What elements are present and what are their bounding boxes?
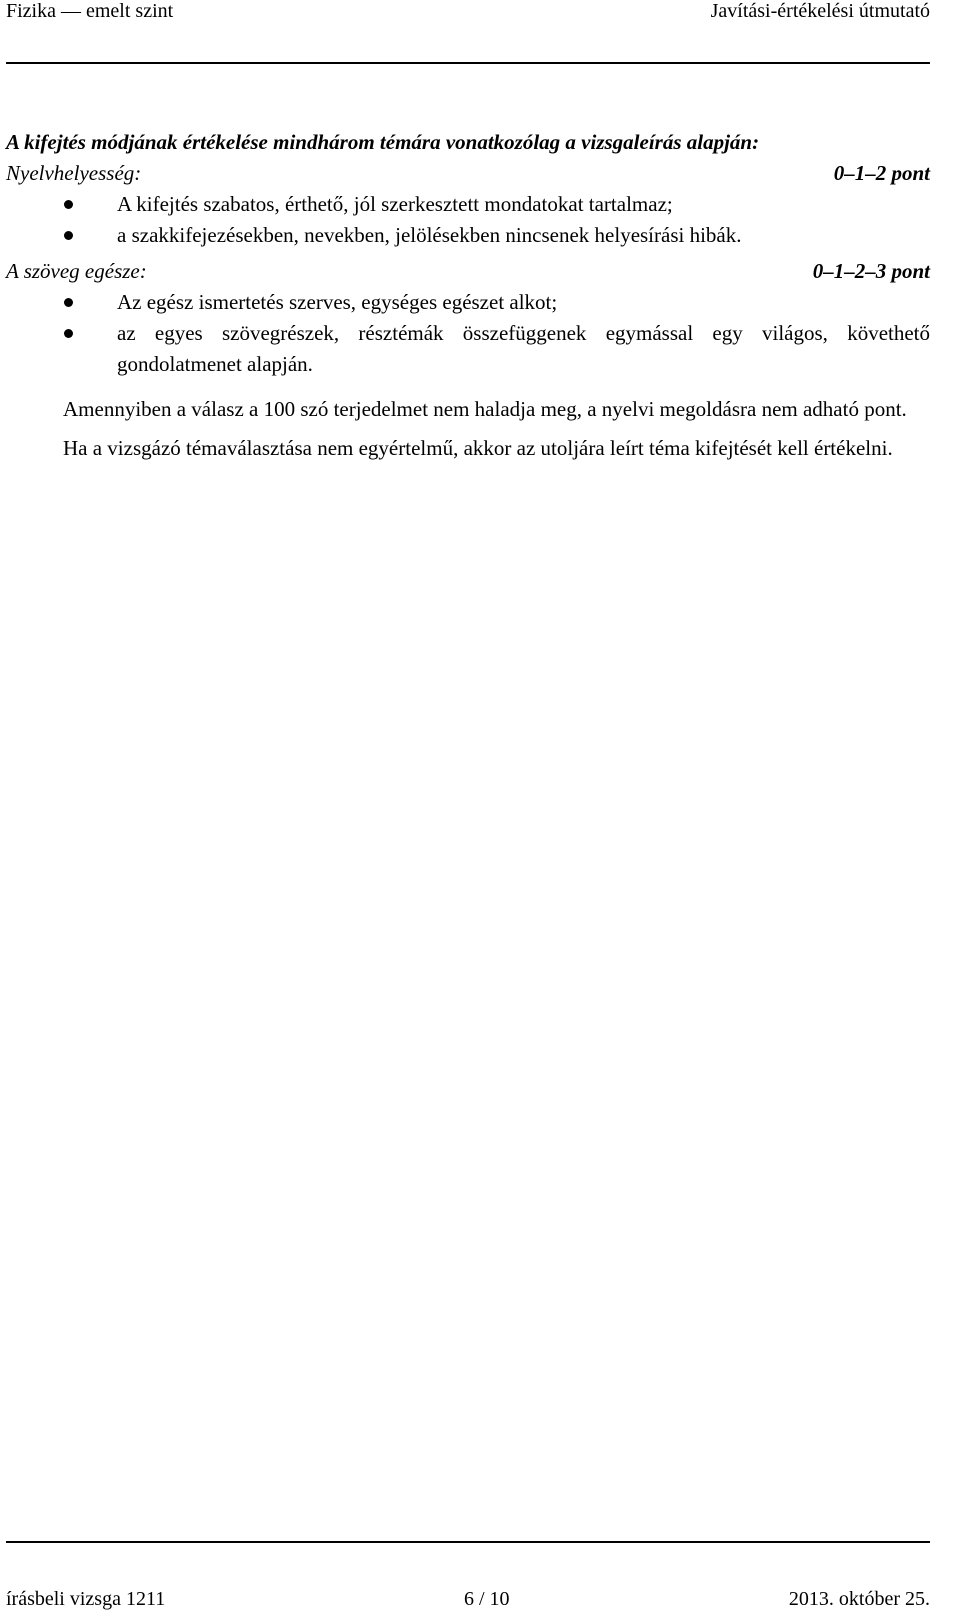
criterion-language	[6, 157, 930, 251]
list-item-text: az egyes szövegrészek, résztémák összefüggenek egymással egy világos, követhető gondolatmenet alapján.	[117, 321, 930, 376]
footer-exam-id: írásbeli vizsga 1211	[6, 1588, 166, 1610]
footer-date: 2013. október 25.	[788, 1588, 930, 1610]
bullet-icon	[64, 329, 73, 338]
list-item-text: Az egész ismertetés szerves, egységes egészet alkot;	[117, 290, 558, 314]
page-header	[6, 0, 930, 30]
criterion-text-whole	[6, 255, 930, 380]
footer-divider	[6, 1541, 930, 1543]
criterion-header	[6, 255, 930, 287]
main-content	[6, 127, 930, 464]
header-document-type: Javítási-értékelési útmutató	[710, 0, 930, 22]
list-item-text: A kifejtés szabatos, érthető, jól szerkesztett mondatokat tartalmaz;	[117, 192, 673, 216]
header-divider	[6, 62, 930, 64]
page-footer	[6, 1588, 930, 1614]
note-paragraph: Ha a vizsgázó témaválasztása nem egyértelmű, akkor az utoljára leírt téma kifejtését kell értékelni.	[63, 436, 893, 460]
bullet-icon	[64, 231, 73, 240]
bullet-icon	[64, 298, 73, 307]
list-item	[6, 220, 930, 251]
note-paragraph: Amennyiben a válasz a 100 szó terjedelmet nem haladja meg, a nyelvi megoldásra nem adható pont.	[63, 397, 907, 421]
criterion-bullet-list	[6, 287, 930, 380]
list-item	[6, 189, 930, 220]
criterion-score: 0–1–2–3 pont	[812, 259, 930, 283]
criterion-label: A szöveg egésze:	[6, 259, 147, 283]
criterion-bullet-list	[6, 189, 930, 251]
footer-page-number: 6 / 10	[464, 1588, 510, 1610]
criterion-label: Nyelvhelyesség:	[6, 161, 142, 185]
criterion-score: 0–1–2 pont	[833, 161, 930, 185]
list-item	[6, 287, 930, 318]
bullet-icon	[64, 200, 73, 209]
list-item-text: a szakkifejezésekben, nevekben, jelölésekben nincsenek helyesírási hibák.	[117, 223, 742, 247]
list-item	[6, 318, 930, 380]
section-heading: A kifejtés módjának értékelése mindhárom témára vonatkozólag a vizsgaleírás alapján:	[6, 130, 760, 154]
criterion-header	[6, 157, 930, 189]
header-subject: Fizika — emelt szint	[6, 0, 174, 22]
